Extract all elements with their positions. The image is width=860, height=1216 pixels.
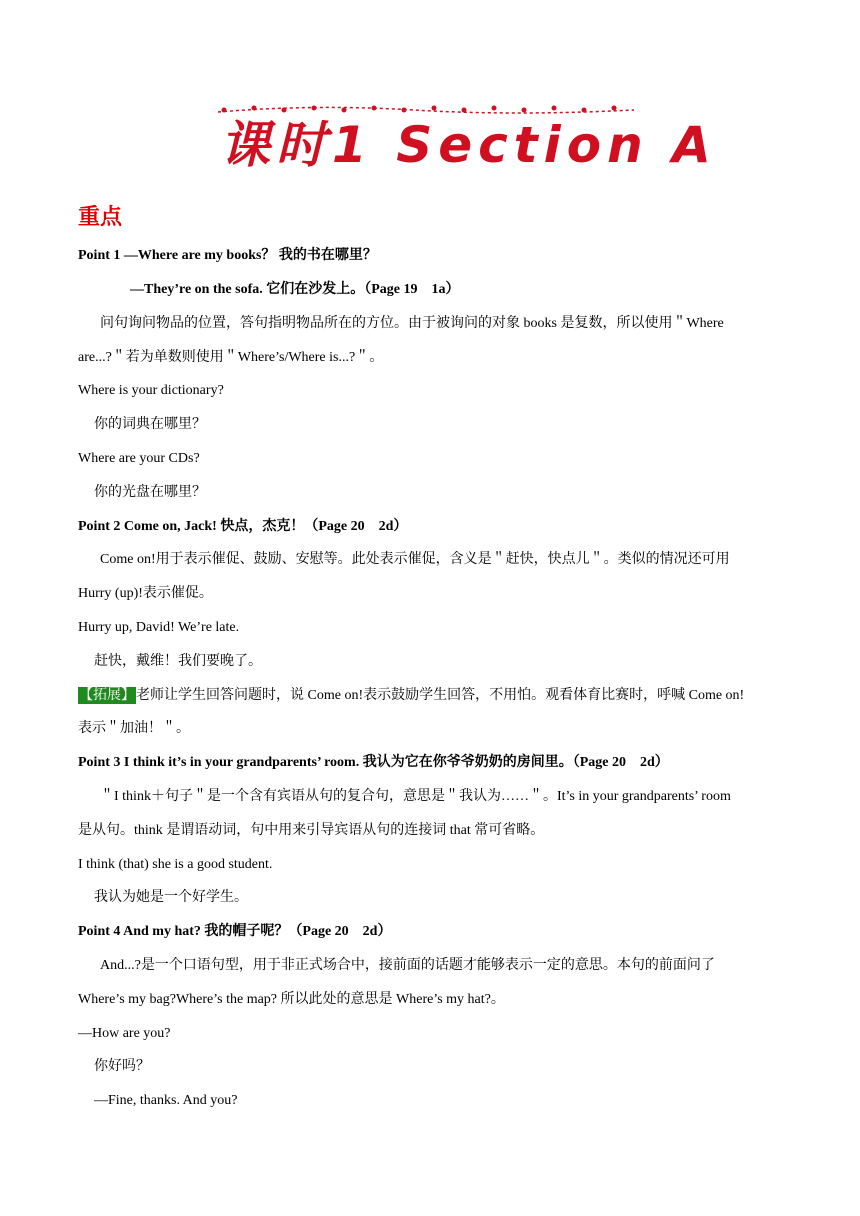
example-translation: 你的光盘在哪里？ <box>94 485 206 500</box>
section-heading: 重点 <box>78 205 123 230</box>
example-sentence: Hurry up, David! We’re late. <box>78 620 240 635</box>
dialogue-translation: 你好吗？ <box>94 1059 150 1074</box>
point-3-explanation-line1: ＂I think＋句子＂是一个含有宾语从句的复合句，意思是＂我认为……＂。It’s in your grandparents’ room <box>100 789 731 804</box>
point-4-explanation-line2: Where’s my bag?Where’s the map? 所以此处的意思是 Where’s my hat?。 <box>78 992 505 1007</box>
extension-note-line1 <box>78 687 782 705</box>
point-2-explanation-line1: Come on!用于表示催促、鼓励、安慰等。此处表示催促，含义是＂赶快，快点儿＂。类似的情况还可用 <box>100 552 730 567</box>
extension-text: 老师让学生回答问题时，说 Come on!表示鼓励学生回答，不用怕。观看体育比赛时，呼喊 Come on! <box>136 688 745 703</box>
point-3-title: Point 3 I think it’s in your grandparents’ room. 我认为它在你爷爷奶奶的房间里。（Page 20 2d） <box>78 755 669 770</box>
point-1-title: Point 1 —Where are my books？ 我的书在哪里？ <box>78 248 377 263</box>
example-sentence: Where are your CDs? <box>78 451 200 466</box>
section-banner-image <box>214 100 717 178</box>
dialogue-line: —Fine, thanks. And you? <box>94 1093 238 1108</box>
point-1-explanation-line2: are...?＂若为单数则使用＂Where’s/Where is...?＂。 <box>78 350 384 365</box>
point-4-title: Point 4 And my hat? 我的帽子呢？（Page 20 2d） <box>78 924 392 939</box>
dialogue-line: —How are you? <box>78 1026 171 1041</box>
extension-note-line2: 表示＂加油！＂。 <box>78 721 190 736</box>
point-1-answer: —They’re on the sofa. 它们在沙发上。（Page 19 1a） <box>130 282 460 297</box>
point-2-explanation-line2: Hurry (up)!表示催促。 <box>78 586 213 601</box>
point-2-title: Point 2 Come on, Jack! 快点，杰克！（Page 20 2d） <box>78 519 408 534</box>
point-1-explanation-line1: 问句询问物品的位置，答句指明物品所在的方位。由于被询问的对象 books 是复数，所以使用＂Where <box>100 316 724 331</box>
example-translation: 赶快，戴维！我们要晚了。 <box>94 654 262 669</box>
extension-tag: 【拓展】 <box>79 688 135 703</box>
point-4-explanation-line1: And...?是一个口语句型，用于非正式场合中，接前面的话题才能够表示一定的意思。本句的前面问了 <box>100 958 715 973</box>
point-3-explanation-line2: 是从句。think 是谓语动词，句中用来引导宾语从句的连接词 that 常可省略。 <box>78 823 545 838</box>
example-translation: 我认为她是一个好学生。 <box>94 890 248 905</box>
example-sentence: Where is your dictionary? <box>78 383 224 398</box>
example-sentence: I think (that) she is a good student. <box>78 857 273 872</box>
banner-title: 课时1 Section A <box>220 116 717 174</box>
example-translation: 你的词典在哪里？ <box>94 417 206 432</box>
